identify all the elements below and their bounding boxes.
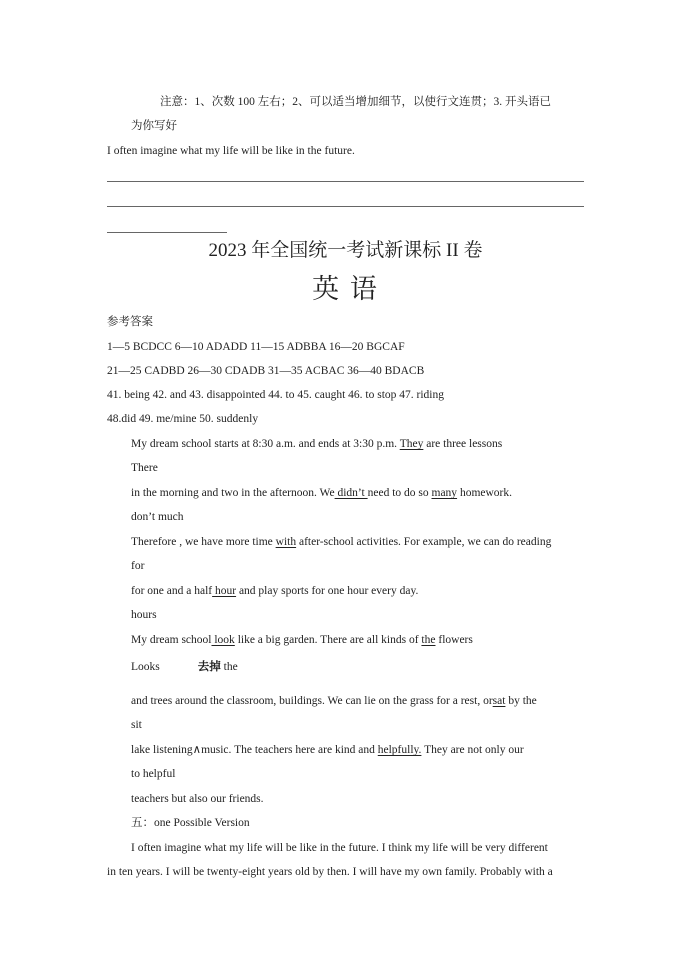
error-word: sat xyxy=(492,695,506,707)
correction-fix-6: sit xyxy=(131,719,142,731)
text-segment: lake listening xyxy=(131,744,193,756)
text-segment: need to do so xyxy=(367,487,432,499)
text-segment: by the xyxy=(505,695,537,707)
writing-note-line-1: 注意：1、次数 100 左右；2、可以适当增加细节，以使行文连贯；3. 开头语已 xyxy=(160,96,551,108)
text-segment: for one and a half xyxy=(131,585,213,597)
subject-title: 英 语 xyxy=(312,274,379,304)
answer-row-2: 21—25 CADBD 26—30 CDADB 31—35 ACBAC 36—40 BDACB xyxy=(107,365,425,377)
error-word: the xyxy=(421,634,436,646)
answer-row-4: 48.did 49. me/mine 50. suddenly xyxy=(107,413,259,425)
text-segment: and trees around the classroom, buildings. We can lie on the grass for a rest, or xyxy=(131,695,493,707)
text-segment: homework. xyxy=(457,487,512,499)
text-segment: in the morning and two in the afternoon. We xyxy=(131,487,335,499)
fix-looks: Looks xyxy=(131,661,160,673)
error-word: many xyxy=(431,487,458,499)
answers-heading: 参考答案 xyxy=(107,316,153,328)
text-segment: and play sports for one hour every day. xyxy=(236,585,419,597)
correction-fix-5 xyxy=(131,658,238,675)
text-segment: are three lessons xyxy=(423,438,503,450)
writing-line-1 xyxy=(107,181,584,182)
writing-line-3 xyxy=(107,232,227,233)
fix-remove: 去掉 xyxy=(197,659,221,673)
text-segment: My dream school xyxy=(131,634,212,646)
insert-caret: ∧ xyxy=(192,744,202,756)
fix-the: the xyxy=(220,661,238,673)
text-segment: Therefore , we have more time xyxy=(131,536,276,548)
answer-row-3: 41. being 42. and 43. disappointed 44. to 45. caught 46. to stop 47. riding xyxy=(107,389,444,401)
correction-fix-1: There xyxy=(131,462,158,474)
correction-line-3 xyxy=(131,534,551,550)
correction-fix-4: hours xyxy=(131,609,157,621)
answer-row-1: 1—5 BCDCC 6—10 ADADD 11—15 ADBBA 16—20 BGCAF xyxy=(107,341,405,353)
essay-line-2: in ten years. I will be twenty-eight years old by then. I will have my own family. Probably with a xyxy=(107,866,553,878)
text-segment: like a big garden. There are all kinds of xyxy=(234,634,422,646)
text-segment: They are not only our xyxy=(421,744,524,756)
writing-line-2 xyxy=(107,206,584,207)
essay-line-1: I often imagine what my life will be like in the future. I think my life will be very different xyxy=(131,842,548,854)
correction-line-6 xyxy=(131,693,537,709)
essay-heading: 五：one Possible Version xyxy=(131,817,250,829)
error-word: helpfully. xyxy=(377,744,422,756)
text-segment: My dream school starts at 8:30 a.m. and ends at 3:30 p.m. xyxy=(131,438,400,450)
opening-sentence: I often imagine what my life will be like in the future. xyxy=(107,145,355,157)
correction-line-8: teachers but also our friends. xyxy=(131,793,264,805)
text-segment: music. The teachers here are kind and xyxy=(201,744,378,756)
error-word: with xyxy=(275,536,297,548)
exam-title: 2023 年全国统一考试新课标 II 卷 xyxy=(208,240,483,261)
correction-line-4 xyxy=(131,583,418,599)
error-word: look xyxy=(211,634,235,646)
error-word: didn’t xyxy=(334,487,368,499)
correction-fix-3: for xyxy=(131,560,145,572)
error-word: hour xyxy=(212,585,237,597)
writing-note-line-2: 为你写好 xyxy=(131,120,177,132)
correction-fix-2: don’t much xyxy=(131,511,184,523)
correction-line-7 xyxy=(131,742,524,758)
correction-line-5 xyxy=(131,632,473,648)
correction-line-2 xyxy=(131,485,512,501)
correction-line-1 xyxy=(131,436,502,452)
text-segment: flowers xyxy=(435,634,473,646)
correction-fix-7: to helpful xyxy=(131,768,176,780)
text-segment: after-school activities. For example, we can do reading xyxy=(296,536,552,548)
error-word: They xyxy=(399,438,424,450)
